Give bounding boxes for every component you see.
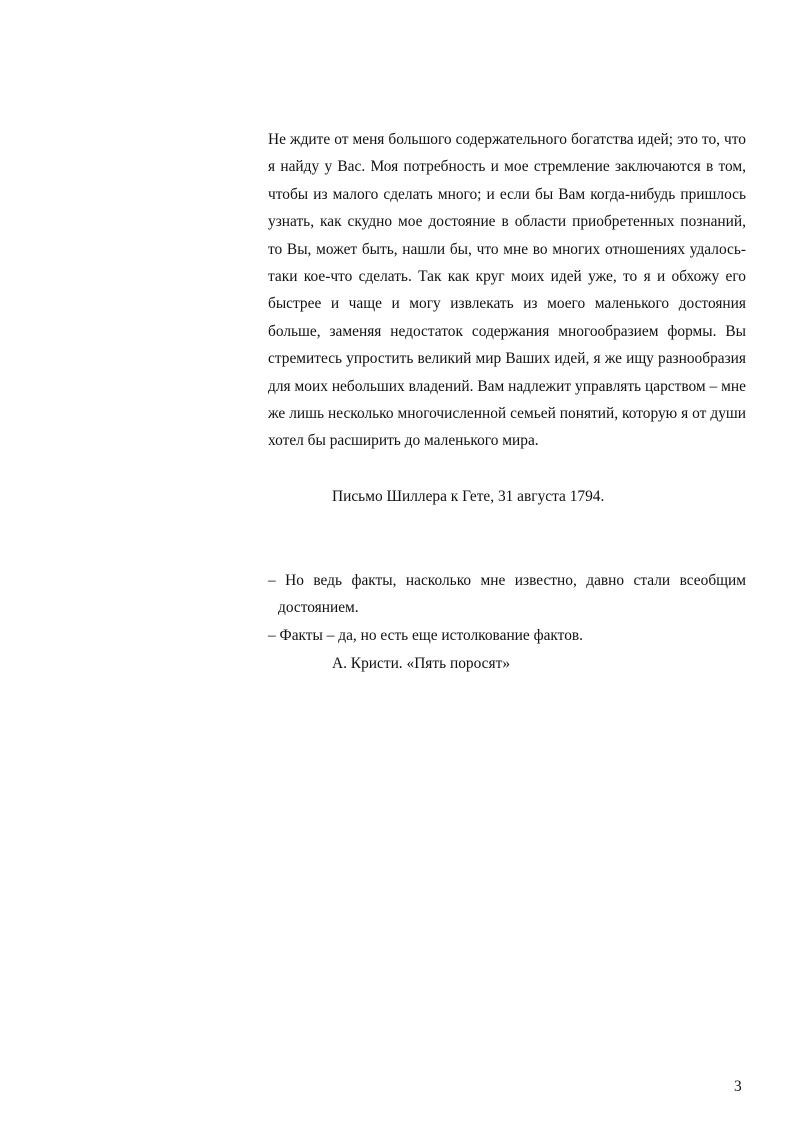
christie-attribution: А. Кристи. «Пять поросят» xyxy=(332,655,511,672)
schiller-epigraph-text: Не ждите от меня большого содержательного богатства идей; это то, что я найду у Вас. Моя потребность и мое стремление заключаются в том, чтобы из малого сделать много; и если бы Вам когда-нибудь пришлось узнать, как скудно мое достояние в области приобретенных познаний, то Вы, может быть, нашли бы, что мне во многих отношениях удалось-таки кое-что сделать. Так как круг моих идей уже, то я и обхожу его быстрее и чаще и могу извлекать из моего маленького достояния больше, заменяя недостаток содержания многообразием формы. Вы стремитесь упростить великий мир Ваших идей, я же ищу разнообразия для моих небольших владений. Вам надлежит управлять царством – мне же лишь несколько многочисленной семьей понятий, которую я от души хотел бы расширить до маленького мира. xyxy=(268,131,746,450)
page-number: 3 xyxy=(734,1078,742,1095)
dialogue-line: – Факты – да, но есть еще истолкование фактов. xyxy=(268,626,584,644)
schiller-attribution: Письмо Шиллера к Гете, 31 августа 1794. xyxy=(332,488,605,505)
schiller-epigraph xyxy=(268,126,746,455)
dialogue-line: – Но ведь факты, насколько мне известно, давно стали всеобщим достоянием. xyxy=(268,572,746,617)
christie-epigraph xyxy=(268,567,746,649)
